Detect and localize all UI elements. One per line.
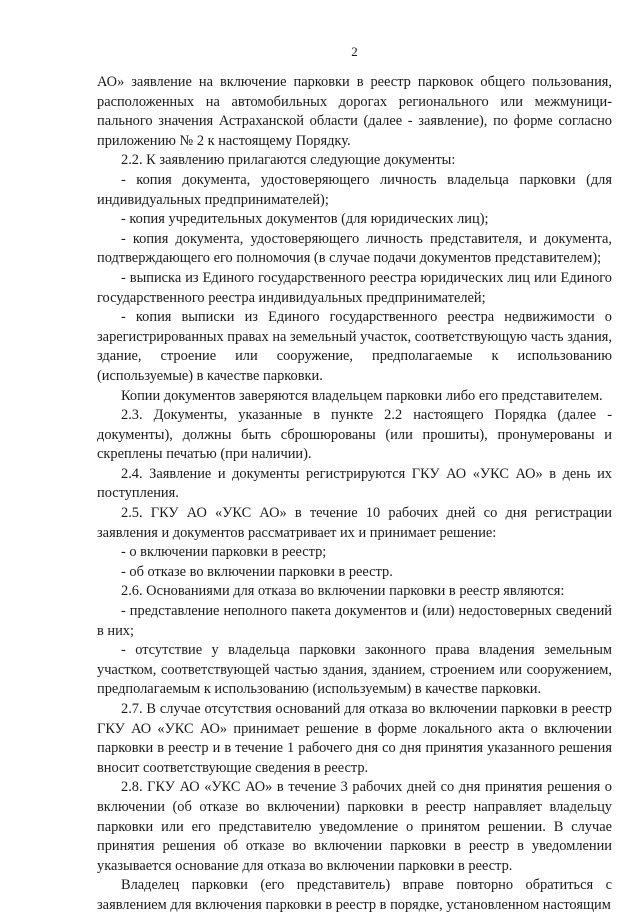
list-item: - копия документа, удостоверяющего личность владельца парковки (для индивидуальных предпринимателей);: [97, 171, 612, 208]
paragraph: АО» заявление на включение парковки в реестр парковок общего пользования, расположенных на автомобильных дорогах регионального или межмуници-пального значения Астраханской области (далее - заявление), по форме согласно приложению № 2 к настоящему Порядку.: [97, 74, 612, 149]
list-item: - копия выписки из Единого государственного реестра недвижимости о зарегистрированных правах на земельный участок, соответствующую часть здания, здание, строение или сооружение, предполагаемые к использованию (используемые) в качестве парковки.: [97, 309, 612, 384]
list-item: - копия документа, удостоверяющего личность представителя, и документа, подтверждающего его полномочия (в случае подачи документов представителем);: [97, 230, 612, 267]
paragraph: Владелец парковки (его представитель) вправе повторно обратиться с заявлением для включения парковки в реестр в порядке, установленном настоящим: [97, 877, 612, 913]
paragraph: 2.6. Основаниями для отказа во включении парковки в реестр являются:: [121, 583, 565, 600]
paragraph: 2.4. Заявление и документы регистрируются ГКУ АО «УКС АО» в день их поступления.: [97, 465, 612, 502]
document-body: [97, 73, 612, 916]
list-item: - отсутствие у владельца парковки законного права владения земельным участком, соответствующей частью здания, зданием, строением или сооружением, предполагаемым к использованию (используемым) в качестве парковки.: [97, 642, 612, 698]
list-item: - об отказе во включении парковки в реестр.: [121, 563, 393, 580]
list-item: - выписка из Единого государственного реестра юридических лиц или Единого государственного реестра индивидуальных предпринимателей;: [97, 269, 612, 306]
list-item: - представление неполного пакета документов и (или) недостоверных сведений в них;: [97, 603, 612, 639]
paragraph: Копии документов заверяются владельцем парковки либо его представителем.: [121, 387, 603, 404]
paragraph: 2.8. ГКУ АО «УКС АО» в течение 3 рабочих дней со дня принятия решения о включении (об отказе во включении) парковки в реестр направляет владельцу парковки или его представителю уведомление о принятом решении. В случае принятия решения об отказе во включении парковки в реестр в уведомлении указывается основание для отказа во включении парковки в реестр.: [97, 779, 612, 874]
paragraph: 2.7. В случае отсутствия оснований для отказа во включении парковки в реестр ГКУ АО «УКС АО» принимает решение в форме локального акта о включении парковки в реестр и в течение 1 рабочего дня со дня принятия указанного решения вносит соответствующие сведения в реестр.: [97, 701, 612, 776]
paragraph: 2.2. К заявлению прилагаются следующие документы:: [121, 152, 456, 169]
paragraph: 2.5. ГКУ АО «УКС АО» в течение 10 рабочих дней со дня регистрации заявления и документов рассматривает их и принимает решение:: [97, 505, 612, 541]
list-item: - о включении парковки в реестр;: [121, 544, 327, 561]
page-number: 2: [351, 44, 358, 59]
paragraph: 2.3. Документы, указанные в пункте 2.2 настоящего Порядка (далее - документы), должны быть сброшюрованы (или прошиты), пронумерованы и скреплены печатью (при наличии).: [97, 407, 612, 463]
list-item: - копия учредительных документов (для юридических лиц);: [121, 211, 489, 228]
